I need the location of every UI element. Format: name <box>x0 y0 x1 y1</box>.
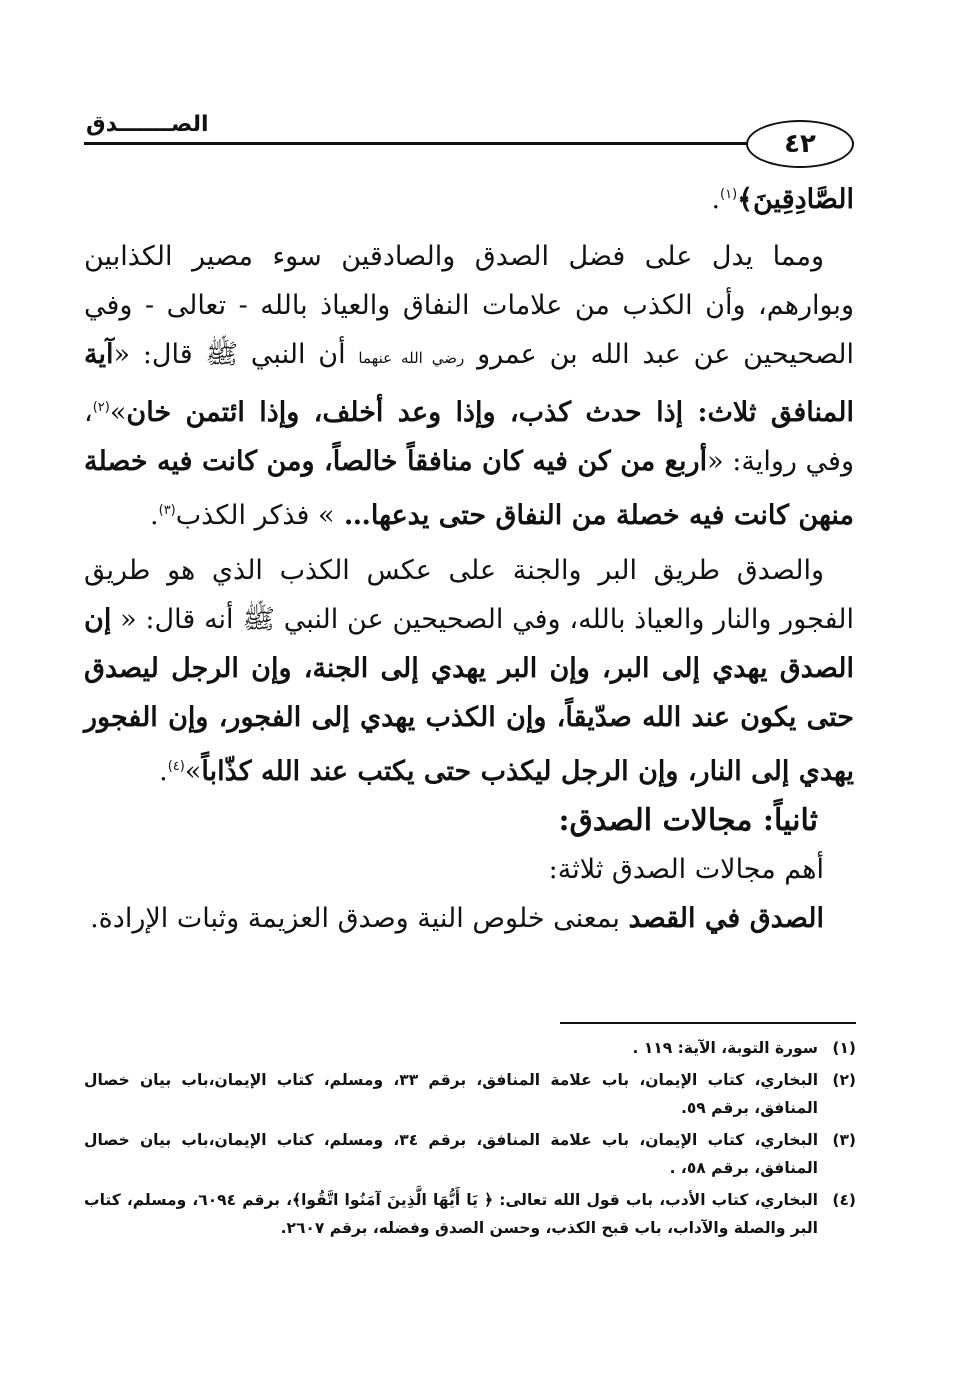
honorific: رضي الله عنهما <box>358 349 465 367</box>
text-run: » <box>184 756 202 787</box>
footnote-ref-2: (٢) <box>92 400 110 415</box>
text-run: والصدق طريق البر والجنة على عكس الكذب الذي هو طريق الفجور والنار والعياذ بالله، وفي الصحيحين عن النبي ﷺ أنه قال: « <box>84 555 854 635</box>
running-title: الصـــــــدق <box>86 112 209 137</box>
text-run: ومما يدل على فضل الصدق والصادقين سوء مصير الكذابين وبوارهم، وأن الكذب من علامات النفاق والعياذ بالله - تعالى - وفي الصحيحين عن عبد الله بن عمرو <box>84 241 854 370</box>
footnote <box>84 1066 856 1123</box>
text-run: أهم مجالات الصدق ثلاثة: <box>548 854 824 885</box>
paragraph-verse-end: الصَّادِقِينَ﴾$^{(١)}$. <box>711 184 854 215</box>
footnote <box>84 1126 856 1183</box>
paragraph-fields-intro <box>84 845 854 894</box>
text-run: بمعنى خلوص النية وصدق العزيمة وثبات الإرادة. <box>90 903 629 934</box>
term-bold: الصدق في القصد <box>628 903 824 934</box>
footnote-number: (٣) <box>832 1130 856 1149</box>
paragraph-intent <box>84 894 854 943</box>
footnote-text: البخاري، كتاب الإيمان، باب علامة المنافق، برقم ٣٤، ومسلم، كتاب الإيمان،باب بيان خصال المنافق، برقم ٥٨، . <box>84 1130 819 1177</box>
footnote-number: (١) <box>832 1039 856 1057</box>
page-number-badge <box>746 120 854 168</box>
footnote <box>84 1186 856 1243</box>
page-number: ٤٢ <box>784 129 816 159</box>
main-text <box>84 170 854 943</box>
verse-end: الصَّادِقِينَ﴾ <box>737 184 854 215</box>
footnote-text: البخاري، كتاب الإيمان، باب علامة المنافق، برقم ٣٣، ومسلم، كتاب الإيمان،باب بيان خصال المنافق، برقم ٥٩. <box>84 1070 819 1117</box>
text-run: » فذكر الكذب <box>175 500 335 531</box>
text-run: ، وفي رواية: « <box>84 397 854 477</box>
footnote-ref-1: (١) <box>720 187 738 202</box>
footnote-text: سورة التوبة، الآية: ١١٩ . <box>632 1039 818 1057</box>
footnote-ref-4: (٤) <box>167 759 185 774</box>
header-rule <box>84 142 854 145</box>
paragraph-truth-path: والصدق طريق البر والجنة على عكس الكذب الذي هو طريق الفجور والنار والعياذ بالله، وفي الصحيحين عن النبي ﷺ أنه قال: « إن الصدق يهدي إلى البر، وإن البر يهدي إلى الجنة، وإن الرجل ليصدق حتى يكون عند الله صدّيقاً، وإن الكذب يهدي إلى الفجور، وإن الفجور يهدي إلى النار، وإن الرجل ليكذب حتى يكتب عند الله كذّاباً»$^{(٤)}$. <box>84 555 854 787</box>
hadith-quote: إن الصدق يهدي إلى البر، وإن البر يهدي إلى الجنة، وإن الرجل ليصدق حتى يكون عند الله صدّيقاً، وإن الكذب يهدي إلى الفجور، وإن الفجور يهدي إلى النار، وإن الرجل ليكذب حتى يكتب عند الله كذّاباً <box>84 604 854 787</box>
footnote-ref-3: (٣) <box>158 503 176 518</box>
footnote <box>84 1034 856 1063</box>
footnotes <box>84 1034 856 1246</box>
text-run: أن النبي ﷺ قال: « <box>113 339 359 370</box>
hadith-quote: آية المنافق ثلاث: إذا حدث كذب، وإذا وعد أخلف، وإذا ائتمن خان <box>84 339 854 428</box>
footnote-text: البخاري، كتاب الأدب، باب قول الله تعالى: ﴿ يَا أَيُّهَا الَّذِينَ آمَنُوا اتَّقُوا﴾، برقم ٦٠٩٤، ومسلم، كتاب البر والصلة والآداب، باب قبح الكذب، وحسن الصدق وفضله، برقم ٢٦٠٧. <box>84 1190 818 1237</box>
footnote-number: (٤) <box>832 1190 856 1209</box>
footnote-separator <box>560 1022 856 1024</box>
hadith-quote: أربع من كن فيه كان منافقاً خالصاً، ومن كانت فيه خصلة منهن كانت فيه خصلة من النفاق حتى يدعها… <box>84 446 854 531</box>
text-run: » <box>109 397 127 428</box>
section-heading: ثانياً: مجالات الصدق: <box>558 803 818 838</box>
page-header <box>84 108 854 168</box>
footnote-number: (٢) <box>832 1070 856 1089</box>
paragraph-liars: ومما يدل على فضل الصدق والصادقين سوء مصير الكذابين وبوارهم، وأن الكذب من علامات النفاق والعياذ بالله - تعالى - وفي الصحيحين عن عبد الله بن عمرو رضي الله عنهما أن النبي ﷺ قال: «آية المنافق ثلاث: إذا حدث كذب، وإذا وعد أخلف، وإذا ائتمن خان»$^{(٢)}$، وفي رواية: «أربع من كن فيه كان منافقاً خالصاً، ومن كانت فيه خصلة منهن كانت فيه خصلة من النفاق حتى يدعها… » فذكر الكذب$^{(٣)}$. <box>84 241 854 531</box>
